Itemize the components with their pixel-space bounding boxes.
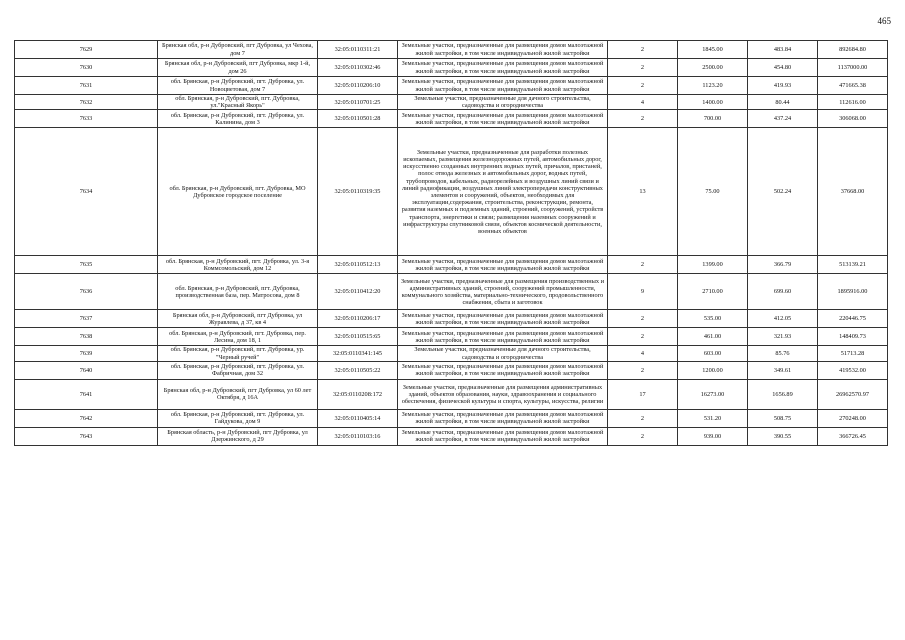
- permitted-use-cell: Земельные участки, предназначенные для разработки полезных ископаемых, размещения железнодорожных путей, автомобильных дорог, искусственно созданных внутренних водных путей, причалов, пристаней, полос отвода железных и автомобильных дорог, водных путей, трубопроводов, кабельных, радиорелейных и воздушных линий связи и линий радиофикации, воздушных линий электропередачи конструктивных элементов и сооружений, объектов, необходимых для эксплуатации,содержания, строительства, реконструкции, ремонта, развития наземных и подземных зданий, строений, сооружений, устройств транспорта, энергетики и связи; размещения наземных сооружений и инфраструктуры спутниковой связи, объектов космической деятельности, военных объектов: [398, 128, 608, 256]
- use-category-cell: 2: [608, 310, 678, 328]
- land-plot-table: [14, 40, 888, 446]
- table-row: [15, 409, 888, 427]
- specific-value-cell: 699.60: [748, 274, 818, 310]
- area-cell: 2710.00: [678, 274, 748, 310]
- use-category-cell: 4: [608, 346, 678, 361]
- address-cell: обл. Брянская, р-н Дубровский, пгт. Дубровка, ул. Фабричная, дом 32: [158, 361, 318, 379]
- cadastral-value-cell: 51713.28: [818, 346, 888, 361]
- table-row: [15, 41, 888, 59]
- address-cell: обл. Брянская, р-н Дубровский, пгт. Дубровка, ул."Красный Якорь": [158, 95, 318, 110]
- permitted-use-cell: Земельные участки, предназначенные для размещения домов малоэтажной жилой застройки, в том числе индивидуальной жилой застройки: [398, 41, 608, 59]
- cadastral-value-cell: 37668.00: [818, 128, 888, 256]
- use-category-cell: 2: [608, 77, 678, 95]
- cadastral-value-cell: 26962570.97: [818, 379, 888, 409]
- table-row: [15, 346, 888, 361]
- cadastral-value-cell: 366726.45: [818, 427, 888, 445]
- cadastral-value-cell: 112616.00: [818, 95, 888, 110]
- area-cell: 700.00: [678, 110, 748, 128]
- permitted-use-cell: Земельные участки, предназначенные для размещения административных зданий, объектов образования, науки, здравоохранения и социального обеспечения, физической культуры и спорта, культуры, искусства, религии: [398, 379, 608, 409]
- row-number: 7642: [15, 409, 158, 427]
- cadastral-value-cell: 513139.21: [818, 256, 888, 274]
- use-category-cell: 2: [608, 427, 678, 445]
- specific-value-cell: 390.55: [748, 427, 818, 445]
- area-cell: 535.00: [678, 310, 748, 328]
- use-category-cell: 2: [608, 409, 678, 427]
- table-row: [15, 427, 888, 445]
- cadastral-number-cell: 32:05:0110319:35: [318, 128, 398, 256]
- address-cell: обл. Брянская, р-н Дубровский, пгт. Дубровка, ур. "Черный ручей": [158, 346, 318, 361]
- specific-value-cell: 454.80: [748, 59, 818, 77]
- permitted-use-cell: Земельные участки, предназначенные для дачного строительства, садоводства и огородничества: [398, 346, 608, 361]
- address-cell: обл. Брянская, р-н Дубровский, пгт. Дубровка, пер. Лесина, дом 18, 1: [158, 328, 318, 346]
- address-cell: Брянская обл, р-н Дубровский, пгт Дубровка, ул Журавлева, д 37, кв 4: [158, 310, 318, 328]
- address-cell: Брянская обл, р-н Дубровский, пгт Дубровка, ул 60 лет Октября, д 16А: [158, 379, 318, 409]
- area-cell: 531.20: [678, 409, 748, 427]
- row-number: 7636: [15, 274, 158, 310]
- cadastral-number-cell: 32:05:0110103:16: [318, 427, 398, 445]
- cadastral-number-cell: 32:05:0110405:14: [318, 409, 398, 427]
- specific-value-cell: 1656.89: [748, 379, 818, 409]
- use-category-cell: 2: [608, 328, 678, 346]
- cadastral-value-cell: 892684.80: [818, 41, 888, 59]
- cadastral-number-cell: 32:05:0110302:46: [318, 59, 398, 77]
- area-cell: 1200.00: [678, 361, 748, 379]
- cadastral-number-cell: 32:05:0110206:10: [318, 77, 398, 95]
- table-row: [15, 361, 888, 379]
- table-row: [15, 274, 888, 310]
- area-cell: 1400.00: [678, 95, 748, 110]
- table-body: [15, 41, 888, 446]
- use-category-cell: 2: [608, 59, 678, 77]
- use-category-cell: 13: [608, 128, 678, 256]
- specific-value-cell: 419.93: [748, 77, 818, 95]
- permitted-use-cell: Земельные участки, предназначенные для размещения домов малоэтажной жилой застройки, в том числе индивидуальной жилой застройки: [398, 328, 608, 346]
- use-category-cell: 17: [608, 379, 678, 409]
- address-cell: обл. Брянская, р-н Дубровский, пгт. Дубровка, ул. Гайдукова, дом 9: [158, 409, 318, 427]
- cadastral-number-cell: 32:05:0110206:17: [318, 310, 398, 328]
- row-number: 7632: [15, 95, 158, 110]
- cadastral-value-cell: 1895916.00: [818, 274, 888, 310]
- area-cell: 1845.00: [678, 41, 748, 59]
- specific-value-cell: 437.24: [748, 110, 818, 128]
- specific-value-cell: 349.61: [748, 361, 818, 379]
- specific-value-cell: 321.93: [748, 328, 818, 346]
- permitted-use-cell: Земельные участки, предназначенные для дачного строительства, садоводства и огородничества: [398, 95, 608, 110]
- permitted-use-cell: Земельные участки, предназначенные для размещения домов малоэтажной жилой застройки, в том числе индивидуальной жилой застройки: [398, 361, 608, 379]
- address-cell: обл. Брянская, р-н Дубровский, пгт. Дубровка, ул. Калинина, дом 3: [158, 110, 318, 128]
- row-number: 7631: [15, 77, 158, 95]
- area-cell: 939.00: [678, 427, 748, 445]
- table-row: [15, 310, 888, 328]
- page-number: 465: [877, 16, 891, 26]
- permitted-use-cell: Земельные участки, предназначенные для размещения домов малоэтажной жилой застройки, в том числе индивидуальной жилой застройки: [398, 310, 608, 328]
- row-number: 7629: [15, 41, 158, 59]
- area-cell: 603.00: [678, 346, 748, 361]
- row-number: 7640: [15, 361, 158, 379]
- permitted-use-cell: Земельные участки, предназначенные для размещения домов малоэтажной жилой застройки, в том числе индивидуальной жилой застройки: [398, 427, 608, 445]
- cadastral-number-cell: 32:05:0110701:25: [318, 95, 398, 110]
- table-row: [15, 59, 888, 77]
- use-category-cell: 2: [608, 41, 678, 59]
- permitted-use-cell: Земельные участки, предназначенные для размещения производственных и административных зданий, строений, сооружений промышленности, коммунального хозяйства, материально-технического, продовольственного снабжения, сбыта и заготовок: [398, 274, 608, 310]
- cadastral-number-cell: 32:05:0110208:172: [318, 379, 398, 409]
- permitted-use-cell: Земельные участки, предназначенные для размещения домов малоэтажной жилой застройки, в том числе индивидуальной жилой застройки: [398, 110, 608, 128]
- row-number: 7630: [15, 59, 158, 77]
- cadastral-value-cell: 306068.00: [818, 110, 888, 128]
- table-row: [15, 110, 888, 128]
- row-number: 7635: [15, 256, 158, 274]
- address-cell: Брянская область, р-н Дубровский, пгт Дубровка, ул Дзержинского, д 29: [158, 427, 318, 445]
- permitted-use-cell: Земельные участки, предназначенные для размещения домов малоэтажной жилой застройки, в том числе индивидуальной жилой застройки: [398, 59, 608, 77]
- row-number: 7643: [15, 427, 158, 445]
- use-category-cell: 2: [608, 110, 678, 128]
- use-category-cell: 4: [608, 95, 678, 110]
- address-cell: Брянская обл, р-н Дубровский, пгт Дубровка, мкр 1-й, дом 26: [158, 59, 318, 77]
- cadastral-value-cell: 471665.38: [818, 77, 888, 95]
- cadastral-value-cell: 270248.00: [818, 409, 888, 427]
- area-cell: 16273.00: [678, 379, 748, 409]
- table-row: [15, 128, 888, 256]
- cadastral-number-cell: 32:05:0110512:13: [318, 256, 398, 274]
- specific-value-cell: 85.76: [748, 346, 818, 361]
- cadastral-number-cell: 32:05:0110412:20: [318, 274, 398, 310]
- address-cell: Брянская обл, р-н Дубровский, пгт Дубровка, ул Чехова, дом 7: [158, 41, 318, 59]
- specific-value-cell: 508.75: [748, 409, 818, 427]
- specific-value-cell: 412.05: [748, 310, 818, 328]
- area-cell: 1399.00: [678, 256, 748, 274]
- use-category-cell: 9: [608, 274, 678, 310]
- row-number: 7638: [15, 328, 158, 346]
- row-number: 7633: [15, 110, 158, 128]
- specific-value-cell: 80.44: [748, 95, 818, 110]
- cadastral-number-cell: 32:05:0110311:21: [318, 41, 398, 59]
- address-cell: обл. Брянская, р-н Дубровский, пгт. Дубровка, МО Дубровское городское поселение: [158, 128, 318, 256]
- address-cell: обл. Брянская, р-н Дубровский, пгт. Дубровка, производственная база, пер. Матросова, дом 8: [158, 274, 318, 310]
- use-category-cell: 2: [608, 256, 678, 274]
- row-number: 7639: [15, 346, 158, 361]
- cadastral-number-cell: 32:05:0110501:28: [318, 110, 398, 128]
- area-cell: 1123.20: [678, 77, 748, 95]
- table-row: [15, 95, 888, 110]
- cadastral-value-cell: 220446.75: [818, 310, 888, 328]
- permitted-use-cell: Земельные участки, предназначенные для размещения домов малоэтажной жилой застройки, в том числе индивидуальной жилой застройки: [398, 77, 608, 95]
- row-number: 7634: [15, 128, 158, 256]
- specific-value-cell: 483.84: [748, 41, 818, 59]
- table-row: [15, 77, 888, 95]
- address-cell: обл. Брянская, р-н Дубровский, пгт. Дубровка, ул. 3-я Коммсомольский, дом 12: [158, 256, 318, 274]
- area-cell: 461.00: [678, 328, 748, 346]
- row-number: 7637: [15, 310, 158, 328]
- cadastral-value-cell: 148409.73: [818, 328, 888, 346]
- cadastral-number-cell: 32:05:0110341:145: [318, 346, 398, 361]
- table-row: [15, 379, 888, 409]
- area-cell: 2500.00: [678, 59, 748, 77]
- address-cell: обл. Брянская, р-н Дубровский, пгт. Дубровка, ул. Новоцветовая, дом 7: [158, 77, 318, 95]
- cadastral-number-cell: 32:05:0110515:65: [318, 328, 398, 346]
- permitted-use-cell: Земельные участки, предназначенные для размещения домов малоэтажной жилой застройки, в том числе индивидуальной жилой застройки: [398, 409, 608, 427]
- area-cell: 75.00: [678, 128, 748, 256]
- use-category-cell: 2: [608, 361, 678, 379]
- cadastral-number-cell: 32:05:0110505:22: [318, 361, 398, 379]
- table-row: [15, 328, 888, 346]
- cadastral-value-cell: 1137000.00: [818, 59, 888, 77]
- specific-value-cell: 366.79: [748, 256, 818, 274]
- table-row: [15, 256, 888, 274]
- row-number: 7641: [15, 379, 158, 409]
- permitted-use-cell: Земельные участки, предназначенные для размещения домов малоэтажной жилой застройки, в том числе индивидуальной жилой застройки: [398, 256, 608, 274]
- cadastral-value-cell: 419532.00: [818, 361, 888, 379]
- specific-value-cell: 502.24: [748, 128, 818, 256]
